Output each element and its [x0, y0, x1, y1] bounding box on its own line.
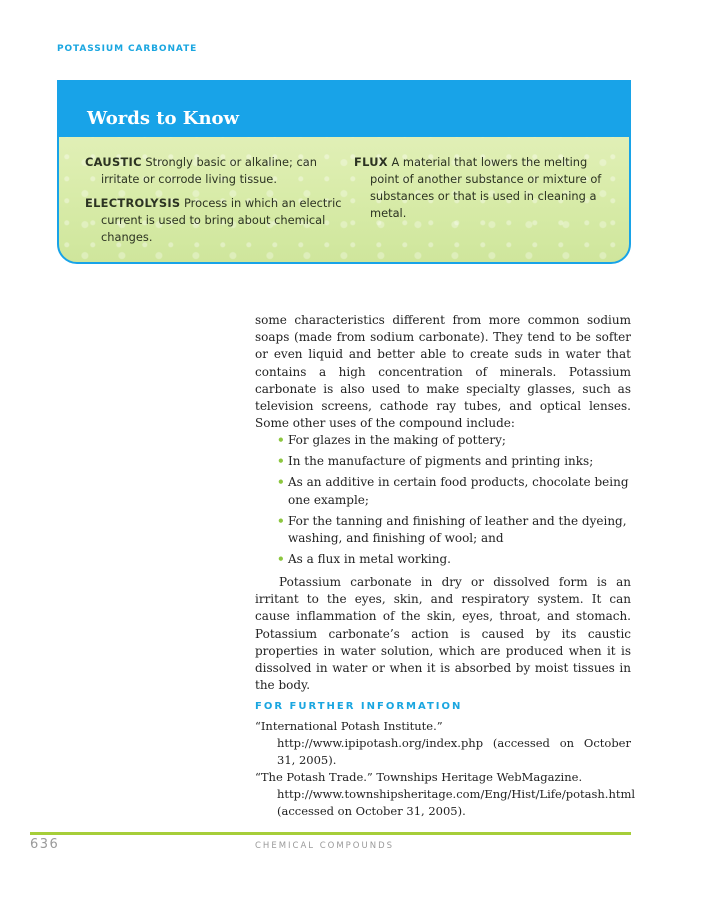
term-word: ELECTROLYSIS [85, 196, 181, 210]
reference-title: “The Potash Trade.” Townships Heritage WebMagazine. [255, 770, 583, 784]
term-entry [85, 154, 343, 188]
body-paragraph: Potassium carbonate in dry or dissolved form is an irritant to the eyes, skin, and respiratory system. It can cause inflammation of the skin, eyes, throat, and stomach. Potassium carbonate’s action is caused by its caustic properties in water solution, which are produced when it is dissolved in water or when it is absorbed by moist tissues in the body. [255, 575, 631, 693]
reference-entry [255, 718, 631, 769]
list-item [277, 453, 631, 470]
bullet-icon: • [277, 454, 285, 469]
body-paragraph: some characteristics different from more common sodium soaps (made from sodium carbonate). They tend to be softer or even liquid and better able to create suds in water that contains a high concentration of minerals. Potassium carbonate is also used to make specialty glasses, such as television screens, cathode ray tubes, and optical lenses. Some other uses of the compound include: [255, 313, 631, 431]
term-entry [354, 154, 609, 222]
words-to-know-title: Words to Know [87, 108, 240, 129]
list-item-text: For glazes in the making of pottery; [288, 433, 506, 447]
list-item-text: As an additive in certain food products, chocolate being one example; [288, 475, 629, 507]
bullet-icon: • [277, 552, 285, 567]
further-information-heading: FOR FURTHER INFORMATION [255, 701, 463, 712]
list-item-text: In the manufacture of pigments and printing inks; [288, 454, 594, 469]
term-entry [85, 195, 343, 246]
bullet-icon: • [277, 433, 285, 447]
term-word: FLUX [354, 155, 388, 169]
running-head: POTASSIUM CARBONATE [57, 44, 198, 54]
list-item [277, 432, 631, 449]
words-to-know-left-column [85, 154, 343, 253]
list-item-text: For the tanning and finishing of leather and the dyeing, washing, and finishing of wool; and [288, 513, 627, 546]
term-definition: A material that lowers the melting point of another substance or mixture of substances or that is used in cleaning a metal. [370, 155, 602, 220]
term-definition: Process in which an electric current is used to bring about chemical changes. [101, 196, 342, 244]
page-number: 636 [30, 837, 60, 852]
footer-rule [30, 832, 631, 835]
footer-book-title: CHEMICAL COMPOUNDS [255, 841, 395, 851]
bullet-icon: • [277, 513, 285, 528]
reference-title: “International Potash Institute.” [255, 719, 443, 733]
words-to-know-box [57, 80, 631, 264]
reference-entry [255, 769, 636, 820]
reference-link[interactable]: http://www.ipipotash.org/index.php (accessed on October 31, 2005). [277, 736, 631, 767]
term-word: CAUSTIC [85, 155, 142, 169]
words-to-know-right-column [354, 154, 609, 229]
list-item [277, 474, 631, 508]
term-definition: Strongly basic or alkaline; can irritate or corrode living tissue. [101, 155, 317, 186]
words-to-know-header [59, 82, 629, 137]
uses-list [277, 432, 631, 572]
bullet-icon: • [277, 475, 285, 490]
list-item [277, 513, 631, 547]
reference-link[interactable]: http://www.townshipsheritage.com/Eng/Hist/Life/potash.html (accessed on October 31, 2005). [277, 787, 636, 818]
list-item-text: As a flux in metal working. [288, 552, 451, 567]
list-item [277, 551, 631, 568]
